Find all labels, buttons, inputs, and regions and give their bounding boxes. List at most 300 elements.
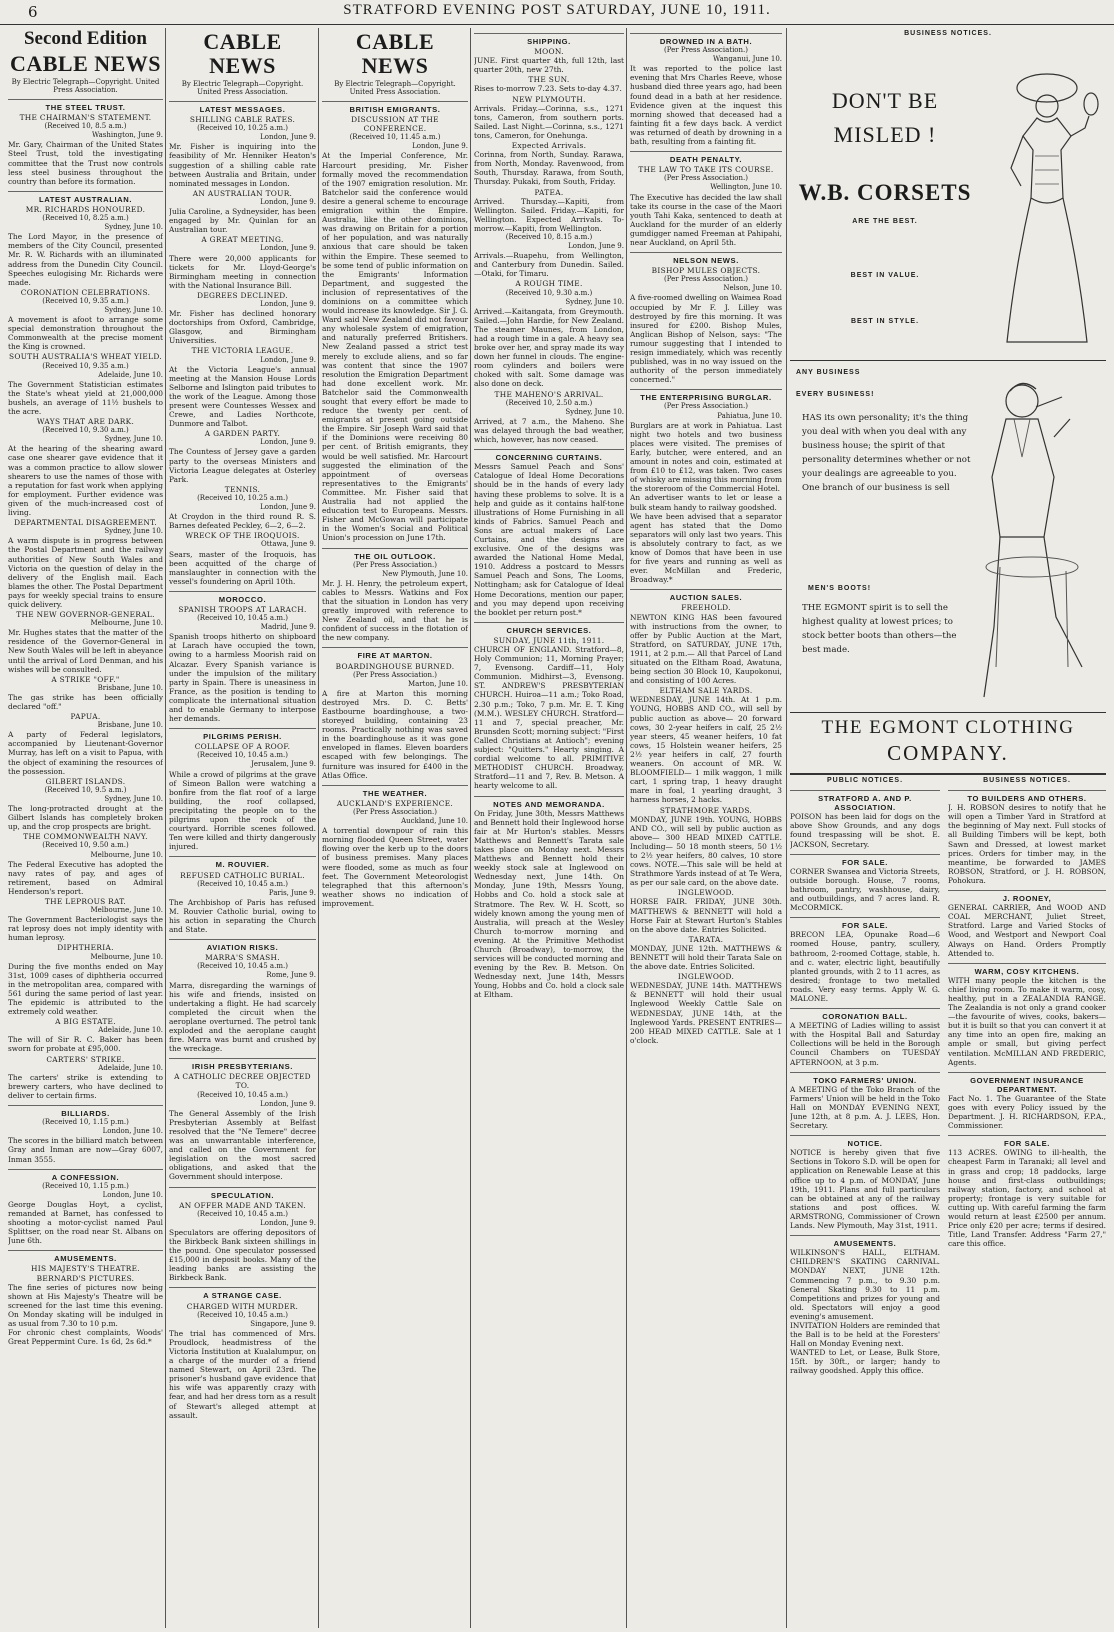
- news-item: [948, 790, 1106, 885]
- section-subheading: CORONATION CELEBRATIONS.: [20, 287, 151, 297]
- news-item: [630, 589, 782, 685]
- section-subheading: GILBERT ISLANDS.: [45, 776, 126, 786]
- section-heading: DROWNED IN A BATH.: [630, 33, 782, 46]
- section-heading: AUCTION SALES.: [630, 589, 782, 602]
- news-item: [8, 1105, 163, 1164]
- news-item: [322, 548, 468, 643]
- section-heading: AVIATION RISKS.: [169, 939, 316, 952]
- received-time: (Received 10, 10.45 a.m.): [197, 1209, 288, 1218]
- dateline: Melbourne, June 10.: [90, 952, 163, 961]
- section-subheading: THE NEW GOVERNOR-GENERAL.: [16, 610, 155, 620]
- corset-headline-1: DON'T BE: [831, 88, 939, 113]
- column-shipping: [474, 28, 624, 1628]
- section-heading: LATEST MESSAGES.: [169, 101, 316, 114]
- dateline: Sydney, June 10.: [104, 527, 163, 536]
- section-list: [948, 790, 1106, 1248]
- section-heading: LATEST AUSTRALIAN.: [8, 191, 163, 204]
- article-text: HORSE FAIR. FRIDAY, JUNE 30th. MATTHEWS & BENNETT will hold a Horse Fair at Stewart Hurton's Stables on the above date. Entries Solicited.: [630, 897, 782, 934]
- section-subheading: PATEA.: [534, 187, 564, 197]
- article-text: The Lord Mayor, in the presence of members of the City Council, presented Mr. R. W. Richards with an illuminated address from the Dunedin City Council. Speeches eulogising Mr. Richards were made.: [8, 232, 163, 287]
- edition-label: Second Edition: [23, 28, 147, 49]
- article-text: The carters' strike is extending to brewery carters, who have declined to deliver to certain firms.: [8, 1072, 163, 1100]
- dateline: London, June 9.: [260, 244, 316, 253]
- news-item: [630, 972, 782, 1045]
- corset-headline-2: MISLED !: [833, 122, 937, 147]
- company-name-line-1: THE EGMONT CLOTHING: [821, 717, 1075, 738]
- article-text: During the five months ended on May 31st, 1009 cases of diphtheria occurred in the metropolitan area, compared with 561 during the same period of last year. The epidemic is attributed to the extremely cold weather.: [8, 961, 163, 1017]
- section-subheading: MOON.: [534, 47, 564, 57]
- article-text: Rises to-morrow 7.23. Sets to-day 4.37.: [474, 84, 622, 94]
- section-subheading: STRATHMORE YARDS.: [659, 805, 753, 815]
- news-item: [8, 943, 163, 1016]
- article-text: Burglars are at work in Pahiatua. Last night two hotels and two business places were visited. The premises of Early, butcher, were entered, and an amount in notes and coin, estimated at from £10 to £12, was taken. Two cases of whisky are missing this morning from the storeroom of the Commercial Hotel.: [630, 420, 782, 494]
- article-text: The long-protracted drought at the Gilbert Islands has completely broken up, and the crop prospects are bright.: [8, 804, 163, 832]
- boots-heading: MEN'S BOOTS!: [808, 585, 872, 592]
- egmont-company-banner: [790, 712, 1106, 775]
- article-text: The gas strike has been officially declared "off.": [8, 692, 163, 711]
- egmont-advertisement: [790, 360, 1106, 714]
- news-item: [790, 854, 940, 913]
- section-subheading: TENNIS.: [224, 484, 261, 494]
- news-item: [790, 1348, 940, 1375]
- article-text: Mr. Fisher has declined honorary doctorships from Oxford, Cambridge, Glasgow, and Birmingham Universities.: [169, 309, 316, 346]
- section-heading: NOTES AND MEMORANDA.: [474, 796, 624, 809]
- news-item: [790, 1072, 940, 1131]
- news-item: [630, 806, 782, 888]
- article-text: MONDAY, JUNE 19th. YOUNG, HOBBS AND CO., will sell by public auction as above— 300 HEAD MIXED CATTLE. Including— 50 18 month steers, 50 1½ to 2½ year heifers, 80 calves, 10 store cows. NOTE.—This sale will be held at Strathmore Yards instead of at Te Wera, as per our sale card, on the above date.: [630, 814, 782, 888]
- article-text: Mr. Gary, Chairman of the United States Steel Trust, told the investigating committee that the Trust now controls less steel business throughout the country than before its formation.: [8, 140, 163, 186]
- company-name-line-2: COMPANY.: [887, 741, 1009, 765]
- news-item: [474, 75, 624, 93]
- section-heading: THE OIL OUTLOOK.: [322, 548, 468, 561]
- section-heading: A STRANGE CASE.: [169, 1287, 316, 1300]
- section-subheading: PAPUA.: [70, 712, 101, 722]
- article-text: Arrived. Thursday.—Kapiti, from Wellington. Sailed. Friday.—Kapiti, for Wellington. Expected Arrivals. To-morrow.—Kapiti, from Wellington.: [474, 196, 624, 233]
- dateline: Adelaide, June 10.: [98, 1026, 163, 1035]
- dateline: New Plymouth, June 10.: [382, 569, 468, 578]
- received-time: (Received 10, 10.25 a.m.): [197, 124, 288, 133]
- column-rule: [318, 28, 319, 1628]
- news-item: [790, 1235, 940, 1321]
- section-subheading: WAYS THAT ARE DARK.: [36, 417, 135, 427]
- news-item: [169, 235, 316, 290]
- news-item: [630, 686, 782, 804]
- corset-tagline-1: ARE THE BEST.: [852, 218, 918, 225]
- masthead: [0, 0, 1114, 25]
- section-heading: THE WEATHER.: [322, 785, 468, 798]
- section-subheading: CHARGED WITH MURDER.: [186, 1301, 299, 1311]
- dateline: London, June 9.: [260, 299, 316, 308]
- article-text: Mr. Fisher is inquiring into the feasibility of Mr. Henniker Heaton's suggestion of a shilling cable rate between Australia and Britain, under nominated messages in London.: [169, 142, 316, 188]
- news-item: [8, 712, 163, 776]
- section-subheading: DIPHTHERIA.: [57, 943, 114, 953]
- article-text: Arrived, at 7 a.m., the Maheno. She was delayed through the bad weather, which, however, has now ceased.: [474, 416, 624, 445]
- dateline: Sydney, June 10.: [104, 305, 163, 314]
- received-time: (Received 10, 8.25 a.m.): [42, 214, 129, 223]
- article-text: WANTED to Let, or Lease, Bulk Store, 15ft. by 30ft., or larger; handy to railway goodshed. Apply this office.: [790, 1348, 940, 1376]
- dateline: Adelaide, June 10.: [98, 1063, 163, 1072]
- page-number: 6: [28, 3, 38, 21]
- section-subheading: BISHOP MULES OBJECTS.: [651, 266, 761, 276]
- column-public-notices: [790, 776, 940, 1628]
- news-item: [169, 189, 316, 234]
- received-time: (Per Press Association.): [664, 275, 748, 284]
- dateline: London, June 9.: [568, 242, 624, 251]
- article-text: A MEETING of Ladies willing to assist with the Hospital Ball and Saturday Collections will be held in the Borough Council Chambers on TUESDAY AFTERNOON, at 3 p.m.: [790, 1021, 940, 1067]
- article-text: A warm dispute is in progress between the Postal Department and the railway authorities of New South Wales and Victoria on the question of delay in the delivery of the English mail. Each blames the other. The Postal Department pays for weekly special trains to ensure quick delivery.: [8, 536, 163, 609]
- article-text: The trial has commenced of Mrs. Proudlock, headmistress of the Victoria Institution at Kualalumpur, on a charge of the murder of a friend named Stewart, on April 23rd. The prisoner's husband gave evidence that his wife was apparently crazy with fear, and had her dress torn as a result of Stewart's alleged attempt at assault.: [169, 1328, 316, 1420]
- dateline: Madrid, June 9.: [260, 623, 316, 632]
- section-heading: IRISH PRESBYTERIANS.: [169, 1058, 316, 1071]
- article-text: Marra, disregarding the warnings of his wife and friends, insisted on undertaking a flight. He had scarcely completed the circuit when the aeroplane overturned. The petrol tank exploded and the aeroplane caught fire. Marra was burnt and crushed by the wreckage.: [169, 980, 316, 1054]
- received-time: (Received 10, 9.30 a.m.): [505, 288, 593, 297]
- section-subheading: DEPARTMENTAL DISAGREEMENT.: [14, 518, 157, 528]
- news-item: [169, 429, 316, 484]
- corset-advertisement: [790, 28, 1106, 354]
- article-text: GENERAL CARRIER, And WOOD AND COAL MERCHANT, Juliet Street, Stratford. Large and Varied Stocks of Wood, and Westport and Newport Coal Always on Hand. Orders Promptly Attended to.: [948, 903, 1106, 958]
- news-item: [8, 191, 163, 287]
- section-heading: BRITISH EMIGRANTS.: [322, 101, 468, 114]
- dateline: Marton, June 10.: [408, 679, 468, 688]
- column-cable-news-1: [8, 28, 163, 1628]
- news-item: [169, 291, 316, 346]
- received-time: (Per Press Association.): [353, 807, 437, 816]
- article-text: The scores in the billiard match between Gray and Inman are now—Gray 6007, Inman 3555.: [8, 1136, 163, 1164]
- section-subheading: THE LEPROUS RAT.: [44, 896, 127, 906]
- section-subheading: HIS MAJESTY'S THEATRE. BERNARD'S PICTURES.: [31, 1264, 140, 1283]
- dateline: London, June 9.: [412, 142, 468, 151]
- article-text: 113 ACRES. OWING to ill-health, the cheapest Farm in Taranaki; all level and in grass and crop; 18 paddocks, large house and first-class outbuildings; railway station, factory, and school at property; frontage is very suitable for cutting up. With careful farming the farm would return at least £2500 per annum. Price only £20 per acre; terms if desired. Title, Land Transfer. Address "Farm 27," care this office.: [948, 1148, 1106, 1249]
- section-heading: CHURCH SERVICES.: [474, 622, 624, 635]
- column-credit: By Electric Telegraph—Copyright. United Press Association.: [11, 78, 160, 94]
- article-text: POISON has been laid for dogs on the above Show Grounds, and any dogs found trespassing will be shot. E. JACKSON, Secretary.: [790, 812, 940, 849]
- news-item: [322, 785, 468, 908]
- news-item: [948, 963, 1106, 1067]
- gentleman-illustration-icon: [970, 367, 1102, 707]
- dateline: Auckland, June 10.: [401, 817, 468, 826]
- section-heading: FOR SALE.: [790, 854, 940, 867]
- column-rule: [626, 28, 627, 1628]
- masthead-title: STRATFORD EVENING POST SATURDAY, JUNE 10, 1911.: [343, 2, 771, 18]
- dateline: Sydney, June 10.: [104, 435, 163, 444]
- received-time: (Received 10, 10.45 a.m.): [197, 1310, 288, 1319]
- article-text: A fire at Marton this morning destroyed Mrs. D. C. Betts' Eastbourne boardinghouse, a two-storeyed building, containing 23 rooms. Practically nothing was saved in the boardinghouse as it was gone enveloped in flames. Eleven boarders escaped with few belongings. The furniture was insured for £400 in the Atlas Office.: [322, 688, 468, 780]
- article-text: The Government Bacteriologist says the rat leprosy does not imply identity with human leprosy.: [8, 915, 163, 943]
- received-time: (Received 10, 10.25 a.m.): [197, 493, 288, 502]
- dateline: London, June 9.: [260, 1218, 316, 1227]
- section-heading: TOKO FARMERS' UNION.: [790, 1072, 940, 1085]
- section-subheading: Expected Arrivals.: [511, 141, 587, 151]
- news-item: [169, 346, 316, 428]
- section-subheading: TARATA.: [688, 934, 724, 944]
- received-time: (Received 10, 9.35 a.m.): [42, 296, 129, 305]
- section-heading: NELSON NEWS.: [630, 252, 782, 265]
- section-subheading: ELTHAM SALE YARDS.: [659, 686, 753, 696]
- dateline: London, June 9.: [260, 133, 316, 142]
- received-time: (Received 10, 2.50 a.m.): [505, 398, 593, 407]
- section-subheading: FREEHOLD.: [681, 603, 731, 613]
- news-item: [474, 33, 624, 74]
- received-time: (Per Press Association.): [664, 174, 748, 183]
- received-time: (Received 10, 10.45 a.m.): [197, 1090, 288, 1099]
- dateline: Brisbane, June 10.: [97, 721, 163, 730]
- dateline: Sydney, June 10.: [565, 407, 624, 416]
- received-time: (Received 10, 8.15 a.m.): [505, 232, 593, 241]
- column-credit: By Electric Telegraph—Copyright. United Press Association.: [334, 80, 456, 96]
- article-text: Spanish troops hitherto on shipboard at Larach have occupied the town, owing to a harmless Moorish raid on Alcazar. Every Spanish variance is under the impulsion of the military party in Spain. There is uneasiness in France, as the position is tending to complicate the international situation and to enable Germany to interpose her demands.: [169, 632, 316, 724]
- ad-body: HAS its own personality; it's the thing you deal with when you deal with any business house; the spirit of that personality determines whether or not your dealings are agreeable to you. One branch of our business is sell: [802, 413, 971, 493]
- news-item: [474, 141, 624, 186]
- article-text: The General Assembly of the Irish Presbyterian Assembly at Belfast resolved that the "Ne Temere" decree was an unwarrantable interference, and called on the Government for legislation on the most sacred obligations, and asked that the Government should interpose.: [169, 1108, 316, 1182]
- news-item: [630, 33, 782, 146]
- section-subheading: THE SUN.: [528, 75, 570, 85]
- section-subheading: A STRIKE "OFF.": [51, 674, 120, 684]
- ad-heading-2: EVERY BUSINESS!: [796, 391, 875, 398]
- news-item: [169, 939, 316, 1053]
- article-text: The will of Sir R. C. Baker has been sworn for probate at £95,000.: [8, 1035, 163, 1054]
- section-subheading: COLLAPSE OF A ROOF.: [194, 742, 291, 752]
- received-time: (Received 10, 11.45 a.m.): [349, 133, 441, 142]
- section-subheading: THE MAHENO'S ARRIVAL.: [494, 389, 604, 399]
- article-text: Arrived.—Kaitangata, from Greymouth. Sailed.—John Hardie, for New Zealand. The steamer Maunes, from London, had a rough time in a gale. A heavy sea broke over her, and spray made its way down her funnel in clouds. The engine-room cylinders and boilers were choked with salt. Some damage was also done on deck.: [474, 306, 624, 389]
- section-heading: AMUSEMENTS.: [8, 1250, 163, 1263]
- news-item: [8, 99, 163, 186]
- section-list: [8, 99, 163, 1328]
- news-item: [630, 512, 782, 585]
- section-heading: CORONATION BALL.: [790, 1008, 940, 1021]
- article-text: JUNE. First quarter 4th, full 12th, last quarter 20th, new 27th.: [474, 56, 624, 75]
- article-text: We have been advised that a separator agent has stated that the Domo separators will only last two years. This is absolutely contrary to fact, as we know of Domos that have been in use for five years and running as well as ever. McMillan and Frederic, Broadway.*: [630, 511, 782, 585]
- dateline: Melbourne, June 10.: [90, 850, 163, 859]
- news-item: [8, 675, 163, 711]
- section-heading: M. ROUVIER.: [169, 856, 316, 869]
- news-item: [790, 1321, 940, 1348]
- news-item: [790, 790, 940, 849]
- received-time: (Per Press Association.): [353, 560, 437, 569]
- received-time: (Received 10, 9.35 a.m.): [42, 361, 129, 370]
- dateline: Ottawa, June 9.: [260, 540, 316, 549]
- article-text: A five-roomed dwelling on Waimea Road occupied by Mr F. J. Lilley was destroyed by fire this morning. It was insured for £200. Bishop Mules, Anglican Bishop of Nelson, says: "The rumour suggesting that I intended to resign immediately, which was recently published, was in no way issued on the authority of the person immediately concerned.": [630, 293, 782, 385]
- article-text: At the hearing of the shearing award case one shearer gave evidence that it was a common practice to allow slower shearers to use the names of those with a reputation for fast work when applying for employment. Further evidence was given of the much-increased cost of living.: [8, 444, 163, 518]
- section-heading: SHIPPING.: [474, 33, 624, 46]
- news-item: [8, 1169, 163, 1246]
- news-item: [8, 777, 163, 832]
- dateline: Sydney, June 10.: [104, 794, 163, 803]
- section-subheading: A GREAT MEETING.: [201, 235, 284, 245]
- news-item: [169, 1187, 316, 1283]
- article-text: WEDNESDAY, JUNE 14th. MATTHEWS & BENNETT will hold their usual Inglewood Weekly Cattle Sale on WEDNESDAY, JUNE 14th, at the Inglewood Yards. PRESENT ENTRIES— 200 HEAD MIXED CATTLE. Sale at 1 o'clock.: [630, 981, 782, 1045]
- article-text: MONDAY, JUNE 12th. MATTHEWS & BENNETT will hold their Tarata Sale on the above date. Entries Solicited.: [630, 943, 782, 972]
- article-text: Fact No. 1. The Guarantee of the State goes with every Policy issued by the Department. J. H. RICHARDSON, F.P.A., Commissioner.: [948, 1093, 1106, 1131]
- column-credit: By Electric Telegraph—Copyright. United Press Association.: [181, 80, 304, 96]
- dateline: Rome, June 9.: [266, 971, 316, 980]
- article-text: Arrivals.—Ruapehu, from Wellington, and Canterbury from Dunedin. Sailed.—Otaki, for Timaru.: [474, 251, 624, 279]
- column-label: PUBLIC NOTICES.: [826, 777, 904, 784]
- corset-lady-illustration-icon: [985, 58, 1103, 350]
- article-text: WEDNESDAY, JUNE 14th. At 1 p.m. YOUNG, HOBBS AND CO., will sell by public auction as above— 20 forward cows, 30 2-year heifers in calf, 25 2½ year steers, 45 weaner heifers, 10 fat cows, 15 Holstein weaner heifers, 25 2½ year heifers in calf, 27 fourth weaners. On account of MR. W. BLOOMFIELD— 1 milk waggon, 1 milk cart, 1 spring trap, 1 heavy draught mare in foal, 1 yearling draught, 3 harness horses, 2 hacks.: [630, 695, 782, 805]
- received-time: (Per Press Association.): [353, 670, 437, 679]
- article-text: On Friday, June 30th, Messrs Matthews and Bennett hold their Inglewood horse fair at Mr Hurton's stables. Messrs Matthews and Bennett's Tarata sale takes place on Monday next. Messrs Matthews and Bennett hold their weekly stock sale at Inglewood on Wednesday next, June 14th. On Monday, June 19th, Messrs Young, Hobbs and Co. hold a stock sale at Stratmore. The Rev. W. H. Scott, so widely known among the young men of Australia, will preach at the Wesley Church to-morrow morning and evening. At the Primitive Methodist Church (Broadway), to-morrow, the services will be conducted morning and evening by the Rev. B. Metson. On Wednesday next, June 14th, Messrs Young, Hobbs and Co. hold a clock sale at Eltham.: [474, 808, 624, 1000]
- article-text: Speculators are offering depositors of the Birkbeck Bank sixteen shillings in the pound. One speculator possessed £15,000 in deposit books. Many of the leading banks are assisting the Birkbeck Bank.: [169, 1227, 316, 1283]
- section-heading: TO BUILDERS AND OTHERS.: [948, 790, 1106, 803]
- section-subheading: NEW PLYMOUTH.: [512, 94, 586, 104]
- article-text: A torrential downpour of rain this morning flooded Queen Street, water flowing over the kerb up to the doors of business premises. Many places were flooded, some as much as four feet. The Government Meteorologist telegraphed that this afternoon's weather shows no indication of improvement.: [322, 826, 468, 908]
- news-item: [8, 352, 163, 416]
- article-text: Messrs Samuel Peach and Sons' Catalogue of Ideal Home Decorations should be in the hands of every lady having these problems to solve. It is a help and guide as it contains half-tone illustrations of Home Furnishing in all kinds of Fabrics. Samuel Peach and Sons are actual makers of Lace Curtains, and the designs are exclusive. One of the designs was awarded the National Home Medal, 1910. Address a postcard to Messrs Samuel Peach and Sons, The Looms, Nottingham; ask for Catalogue of Ideal Home Decorations, mention our paper, and you may depend upon receiving the booklet per return post.*: [474, 462, 624, 617]
- received-time: (Received 10, 1.15 p.m.): [42, 1181, 129, 1190]
- column-title: CABLE NEWS: [355, 29, 435, 78]
- news-item: [8, 518, 163, 609]
- received-time: (Received 10, 10.45 a.m.): [197, 751, 288, 760]
- news-item: [630, 493, 782, 511]
- section-subheading: AUCKLAND'S EXPERIENCE.: [336, 798, 454, 808]
- section-heading: PILGRIMS PERISH.: [169, 728, 316, 741]
- received-time: (Received 10, 10.45 a.m.): [197, 879, 288, 888]
- section-subheading: CARTERS' STRIKE.: [46, 1054, 125, 1064]
- section-list: [169, 101, 316, 1420]
- dateline: Brisbane, June 10.: [97, 683, 163, 692]
- news-item: [948, 1072, 1106, 1131]
- article-text: A movement is afoot to arrange some special demonstration throughout the Commonwealth at the precise moment the King is crowned.: [8, 315, 163, 352]
- article-text: NEWTON KING HAS been favoured with instructions from the owner, to offer by Public Auction at the Mart, Stratford, on SATURDAY, JUNE 17th, 1911, at 2 p.m.— All that Parcel of Land situated on the Eltham Road, Awatuna, being section 30 Block 10, Kaupokonui, and consisting of 100 Acres.: [630, 612, 782, 686]
- dateline: London, June 9.: [260, 197, 316, 206]
- section-heading: FOR SALE.: [790, 917, 940, 930]
- section-subheading: DEGREES DECLINED.: [197, 290, 288, 300]
- section-list: [322, 101, 468, 908]
- article-text: Arrivals. Friday.—Corinna, s.s., 1271 tons, Cameron, from southern ports. Sailed. Last Night.—Corinna, s.s., 1271 tons, Cameron, for Onehunga.: [474, 103, 624, 140]
- section-subheading: MARRA'S SMASH.: [205, 953, 280, 963]
- news-item: [322, 101, 468, 543]
- section-subheading: BOARDINGHOUSE BURNED.: [335, 661, 455, 671]
- article-text: At the Victoria League's annual meeting at the Mansion House Lords Selborne and Islington paid tributes to the work of the League. Among those present were Countesses Wessex and Crewe, and Ladies Northcote, Dunmore and Talbot.: [169, 364, 316, 429]
- dateline: Sydney, June 10.: [104, 223, 163, 232]
- news-item: [8, 288, 163, 352]
- section-subheading: A CATHOLIC DECREE OBJECTED TO.: [174, 1072, 311, 1091]
- section-heading: SPECULATION.: [169, 1187, 316, 1200]
- section-heading: FIRE AT MARTON.: [322, 647, 468, 660]
- news-item: [630, 935, 782, 971]
- news-item: [474, 390, 624, 445]
- column-business-notices: [948, 776, 1106, 1628]
- section-subheading: MR. RICHARDS HONOURED.: [25, 204, 146, 214]
- column-rule: [470, 28, 471, 1628]
- news-item: [630, 151, 782, 247]
- section-heading: FOR SALE.: [948, 1135, 1106, 1148]
- dateline: Wanganui, June 10.: [713, 55, 782, 64]
- dateline: Washington, June 9.: [92, 131, 163, 140]
- section-subheading: A ROUGH TIME.: [515, 279, 583, 289]
- section-heading: THE ENTERPRISING BURGLAR.: [630, 389, 782, 402]
- section-heading: AMUSEMENTS.: [790, 1235, 940, 1248]
- business-notices-label: BUSINESS NOTICES.: [904, 30, 992, 37]
- column-rule: [786, 28, 787, 1628]
- news-item: [474, 233, 624, 278]
- received-time: (Received 10, 8.5 a.m.): [44, 122, 127, 131]
- article-text: Mr. Hughes states that the matter of the residence of the Governor-General in New South Wales will be left in abeyance until the arrival of Lord Denman, and his wishes will be consulted.: [8, 628, 163, 674]
- column-news-auctions: [630, 28, 782, 1628]
- received-time: (Received 10, 9.5 a.m.): [44, 785, 127, 794]
- news-item: [474, 622, 624, 791]
- news-item: [474, 449, 624, 617]
- section-subheading: SOUTH AUSTRALIA'S WHEAT YIELD.: [9, 352, 162, 362]
- section-heading: A CONFESSION.: [8, 1169, 163, 1182]
- section-heading: NOTICE.: [790, 1135, 940, 1148]
- received-time: (Per Press Association.): [664, 46, 748, 55]
- news-item: [630, 389, 782, 493]
- news-item: [169, 101, 316, 188]
- article-text: J. H. ROBSON desires to notify that he will open a Timber Yard in Stratford at the beginning of May next. Full stocks of all Building Timbers will be kept, both Sawn and Dressed, at lowest market prices. Orders for timber may, in the meantime, be forwarded to JAMES ROBSON, Stratford, or J. H. ROBSON, Pohokura.: [948, 803, 1106, 885]
- news-item: [169, 591, 316, 723]
- section-subheading: WRECK OF THE IROQUOIS.: [185, 531, 300, 541]
- section-heading: CONCERNING CURTAINS.: [474, 449, 624, 462]
- dateline: Jerusalem, June 9.: [251, 760, 316, 769]
- received-time: (Received 10, 9.30 a.m.): [42, 426, 129, 435]
- section-list: [630, 33, 782, 1045]
- dateline: London, June 9.: [260, 438, 316, 447]
- news-item: [790, 1008, 940, 1067]
- article-text: The fine series of pictures now being shown at His Majesty's Theatre will be screened for the last time this evening. On Monday skating will be indulged in as usual from 7.30 to 10 p.m.: [8, 1282, 163, 1328]
- section-subheading: AN AUSTRALIAN TOUR.: [192, 188, 293, 198]
- article-text: The Federal Executive has adopted the navy rates of pay, and ages of retirement, based on Admiral Henderson's report.: [8, 859, 163, 896]
- article-text: INVITATION Holders are reminded that the Ball is to be held at the Foresters' Hall on Monday Evening next.: [790, 1320, 940, 1349]
- dateline: Singapore, June 9.: [250, 1319, 316, 1328]
- article-text: George Douglas Hoyt, a cyclist, remanded at Barnet, has confessed to shooting a motor-cyclist named Paul Splittser, on the road near St. Albans on June 6th.: [8, 1199, 163, 1246]
- section-subheading: A BIG ESTATE.: [55, 1017, 116, 1027]
- dateline: Melbourne, June 10.: [90, 619, 163, 628]
- article-text: WILKINSON'S HALL, ELTHAM. CHILDREN'S SKATING CARNIVAL. MONDAY NEXT, JUNE 12th. Commencing 7 p.m., to 9.30 p.m. General Skating 9.30 to 11 p.m. Competitions and prizes for young and old. Spectators will enjoy a good evening's amusement.: [790, 1248, 940, 1321]
- news-item: [8, 1017, 163, 1053]
- section-subheading: DISCUSSION AT THE CONFERENCE.: [351, 115, 439, 134]
- news-item: [8, 610, 163, 674]
- section-subheading: AN OFFER MADE AND TAKEN.: [179, 1200, 306, 1210]
- section-heading: STRATFORD A. AND P. ASSOCIATION.: [790, 790, 940, 812]
- article-text: Sears, master of the Iroquois, has been acquitted of the charge of manslaughter in connection with the vessel's foundering on April 10th.: [169, 549, 316, 586]
- news-item: [8, 832, 163, 896]
- news-item: [169, 531, 316, 586]
- news-item: [790, 1135, 940, 1230]
- received-time: (Received 10, 1.15 p.m.): [42, 1118, 129, 1127]
- section-subheading: THE LAW TO TAKE ITS COURSE.: [638, 165, 774, 175]
- article-text: While a crowd of pilgrims at the grave of Simeon Ballon were watching a bonfire from the flat roof of a large building, the roof collapsed, precipitating the people on to the pilgrims upon the rock of the courtyard. Horrible scenes followed. Ten were killed and thirty dangerously injured.: [169, 769, 316, 852]
- article-text: There were 20,000 applicants for tickets for Mr. Lloyd-George's Birmingham meeting in connection with the National Insurance Bill.: [169, 253, 316, 290]
- corset-brand: W.B. CORSETS: [798, 180, 972, 205]
- column-cable-news-2: [169, 28, 316, 1628]
- section-subheading: THE VICTORIA LEAGUE.: [191, 346, 294, 356]
- section-subheading: THE CHAIRMAN'S STATEMENT.: [19, 113, 152, 123]
- article-text: BRECON LEA, Opunake Road—6 roomed House, pantry, scullery, bathroom, 2-roomed Cottage, stable, h. and c. water, electric light, beautifully planted grounds, with 2 to 11 acres, as desired; frontage to two metalled roads. Very easy terms. Apply W. G. MALONE.: [790, 930, 940, 1003]
- article-text: Julia Caroline, a Sydneysider, has been engaged by Mr. Quinlan for an Australian tour.: [169, 207, 316, 235]
- corset-tagline-2: BEST IN VALUE.: [850, 272, 920, 279]
- received-time: (Per Press Association.): [664, 402, 748, 411]
- section-subheading: A GARDEN PARTY.: [204, 429, 281, 439]
- section-heading: THE STEEL TRUST.: [8, 99, 163, 112]
- news-item: [630, 252, 782, 384]
- dateline: London, June 9.: [260, 1099, 316, 1108]
- column-title: CABLE NEWS: [203, 29, 282, 78]
- dateline: Melbourne, June 10.: [90, 906, 163, 915]
- section-subheading: REFUSED CATHOLIC BURIAL.: [180, 870, 305, 880]
- section-heading: GOVERNMENT INSURANCE DEPARTMENT.: [948, 1072, 1106, 1094]
- received-time: (Received 10, 9.50 a.m.): [42, 841, 129, 850]
- ad-heading-1: ANY BUSINESS: [796, 369, 861, 376]
- section-subheading: SHILLING CABLE RATES.: [189, 115, 296, 125]
- dateline: London, June 10.: [102, 1127, 163, 1136]
- footer-note: For chronic chest complaints, Woods' Great Peppermint Cure. 1s 6d, 2s 6d.*: [8, 1328, 163, 1347]
- corset-tagline-3: BEST IN STYLE.: [850, 318, 920, 325]
- column-label: BUSINESS NOTICES.: [983, 777, 1071, 784]
- section-subheading: THE COMMONWEALTH NAVY.: [23, 832, 148, 842]
- news-item: [8, 897, 163, 942]
